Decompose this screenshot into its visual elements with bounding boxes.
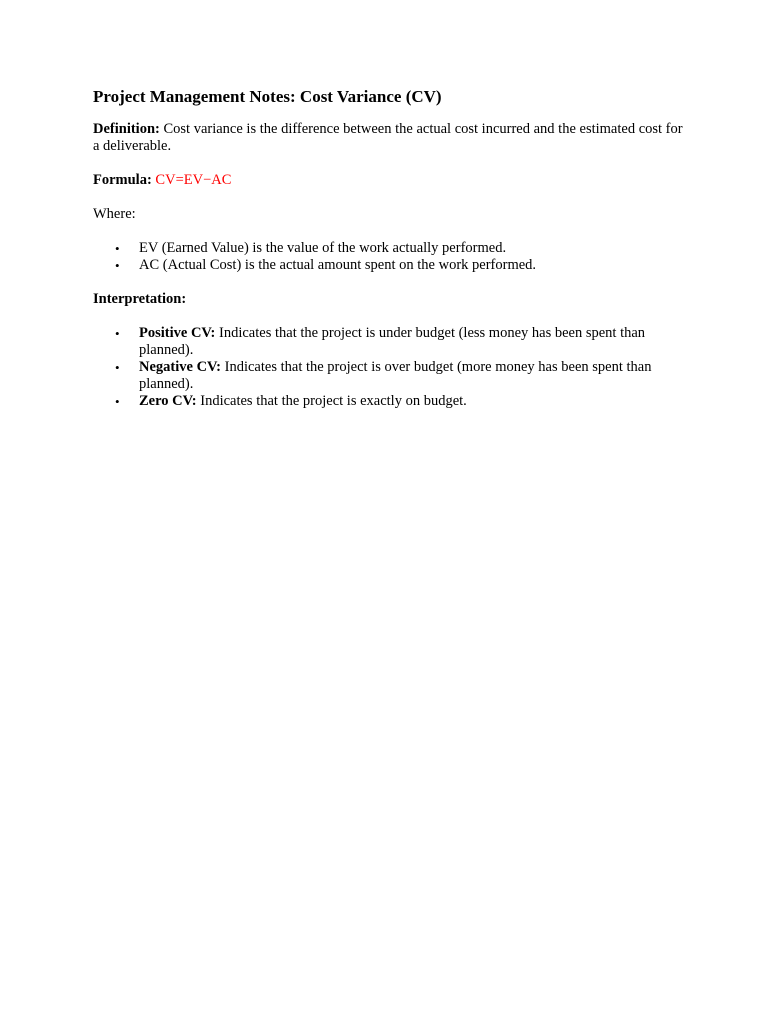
interpretation-heading <box>93 291 683 308</box>
list-item <box>93 325 683 359</box>
formula-label: Formula: <box>93 172 152 188</box>
list-item-text: Indicates that the project is over budget (more money has been spent than planned). <box>139 359 652 392</box>
list-item <box>93 257 683 274</box>
list-item-label: Positive CV: <box>139 325 216 341</box>
definition-text: Cost variance is the difference between the actual cost incurred and the estimated cost for a deliverable. <box>93 121 683 154</box>
bullet-icon: • <box>115 241 120 256</box>
bullet-icon: • <box>115 258 120 273</box>
document-page <box>93 86 683 410</box>
bullet-icon: • <box>115 360 120 375</box>
bullet-icon: • <box>115 326 120 341</box>
list-item-text: Indicates that the project is exactly on budget. <box>196 393 467 409</box>
where-list <box>93 240 683 274</box>
bullet-icon: • <box>115 394 120 409</box>
interpretation-heading-text: Interpretation: <box>93 291 187 307</box>
list-item-label: Negative CV: <box>139 359 222 375</box>
definition-label: Definition: <box>93 121 160 137</box>
list-item-text: EV (Earned Value) is the value of the work actually performed. <box>139 240 507 256</box>
list-item <box>93 240 683 257</box>
interpretation-list <box>93 325 683 410</box>
list-item <box>93 393 683 410</box>
where-label: Where: <box>93 206 136 222</box>
formula-expression: CV=EV−AC <box>155 172 232 188</box>
list-item-text: AC (Actual Cost) is the actual amount spent on the work performed. <box>139 257 537 273</box>
list-item-label: Zero CV: <box>139 393 197 409</box>
list-item <box>93 359 683 393</box>
formula-paragraph <box>93 172 683 189</box>
list-item-text: Indicates that the project is under budget (less money has been spent than planned). <box>139 325 646 358</box>
definition-paragraph <box>93 121 683 155</box>
document-title: Project Management Notes: Cost Variance (CV) <box>93 87 442 106</box>
